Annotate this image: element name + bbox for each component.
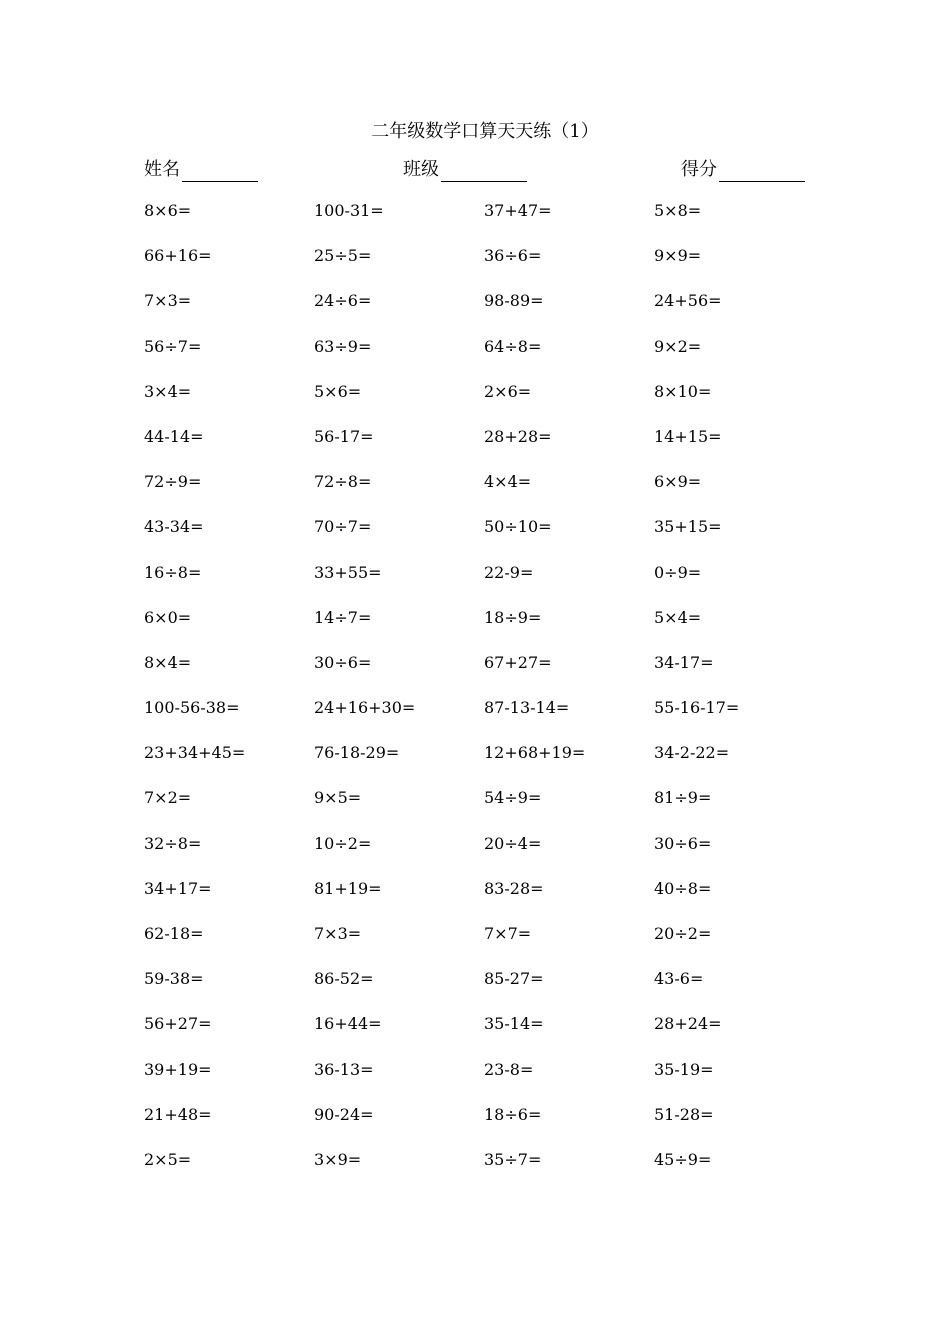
problem-item: 12+68+19= xyxy=(484,743,586,763)
problem-row xyxy=(144,470,844,515)
problem-item: 9×2= xyxy=(654,336,702,356)
problem-item: 2×5= xyxy=(144,1149,192,1169)
problem-item: 5×8= xyxy=(654,201,702,220)
problem-item: 55-16-17= xyxy=(654,698,740,718)
problem-item: 54÷9= xyxy=(484,788,542,808)
problem-item: 98-89= xyxy=(484,291,544,311)
problem-item: 66+16= xyxy=(144,246,212,266)
problem-item: 14÷7= xyxy=(314,607,372,627)
class-field xyxy=(403,158,527,182)
score-field xyxy=(681,158,805,182)
problem-item: 6×9= xyxy=(654,472,702,492)
problem-item: 34+17= xyxy=(144,878,212,898)
problem-row xyxy=(144,877,844,922)
problem-item: 62-18= xyxy=(144,924,204,943)
problem-row xyxy=(144,786,844,831)
problem-item: 8×10= xyxy=(654,381,712,401)
problem-item: 51-28= xyxy=(654,1104,714,1124)
problem-item: 30÷6= xyxy=(654,833,712,853)
problem-item: 87-13-14= xyxy=(484,698,570,718)
problem-item: 45÷9= xyxy=(654,1149,712,1169)
problem-row xyxy=(144,425,844,470)
problem-item: 39+19= xyxy=(144,1059,212,1079)
problem-item: 5×6= xyxy=(314,381,362,401)
problem-item: 20÷4= xyxy=(484,833,542,853)
problem-item: 24+16+30= xyxy=(314,698,416,718)
problem-item: 2×6= xyxy=(484,381,532,401)
problem-item: 28+24= xyxy=(654,1014,722,1034)
problem-row xyxy=(144,1058,844,1103)
problem-item: 9×9= xyxy=(654,246,702,266)
problem-item: 4×4= xyxy=(484,472,532,492)
problem-row xyxy=(144,832,844,877)
problem-item: 86-52= xyxy=(314,969,374,989)
problem-item: 90-24= xyxy=(314,1104,374,1124)
problem-item: 67+27= xyxy=(484,652,552,672)
problem-row xyxy=(144,651,844,696)
problem-item: 32÷8= xyxy=(144,833,202,853)
problem-grid xyxy=(144,199,844,1193)
problem-item: 34-17= xyxy=(654,652,714,672)
problem-item: 81÷9= xyxy=(654,788,712,808)
problem-item: 20÷2= xyxy=(654,924,712,943)
problem-item: 56÷7= xyxy=(144,336,202,356)
problem-item: 16÷8= xyxy=(144,562,202,582)
problem-item: 72÷8= xyxy=(314,472,372,492)
problem-row xyxy=(144,380,844,425)
problem-item: 83-28= xyxy=(484,878,544,898)
problem-item: 18÷6= xyxy=(484,1104,542,1124)
problem-item: 37+47= xyxy=(484,201,552,220)
problem-item: 43-34= xyxy=(144,517,204,537)
problem-row xyxy=(144,1012,844,1057)
worksheet-title: 二年级数学口算天天练（1） xyxy=(371,121,599,142)
problem-item: 9×5= xyxy=(314,788,362,808)
problem-item: 7×2= xyxy=(144,788,192,808)
score-label: 得分 xyxy=(681,159,717,180)
problem-item: 30÷6= xyxy=(314,652,372,672)
problem-item: 100-56-38= xyxy=(144,698,240,718)
problem-row xyxy=(144,199,844,244)
problem-item: 63÷9= xyxy=(314,336,372,356)
problem-row xyxy=(144,606,844,651)
problem-item: 81+19= xyxy=(314,878,382,898)
problem-item: 6×0= xyxy=(144,607,192,627)
problem-item: 33+55= xyxy=(314,562,382,582)
problem-item: 25÷5= xyxy=(314,246,372,266)
problem-item: 43-6= xyxy=(654,969,704,989)
problem-row xyxy=(144,515,844,560)
problem-row xyxy=(144,289,844,334)
problem-row xyxy=(144,741,844,786)
problem-item: 59-38= xyxy=(144,969,204,989)
score-blank-line[interactable] xyxy=(719,161,805,182)
problem-row xyxy=(144,967,844,1012)
problem-row xyxy=(144,922,844,967)
problem-row xyxy=(144,1148,844,1193)
problem-item: 72÷9= xyxy=(144,472,202,492)
problem-item: 35+15= xyxy=(654,517,722,537)
problem-item: 28+28= xyxy=(484,426,552,446)
problem-item: 18÷9= xyxy=(484,607,542,627)
problem-item: 8×6= xyxy=(144,201,192,220)
problem-item: 85-27= xyxy=(484,969,544,989)
name-label: 姓名 xyxy=(144,159,180,180)
problem-item: 56+27= xyxy=(144,1014,212,1034)
problem-item: 21+48= xyxy=(144,1104,212,1124)
student-info-row xyxy=(0,158,950,186)
problem-item: 76-18-29= xyxy=(314,743,400,763)
problem-item: 0÷9= xyxy=(654,562,702,582)
problem-item: 23+34+45= xyxy=(144,743,246,763)
problem-item: 24÷6= xyxy=(314,291,372,311)
problem-item: 3×4= xyxy=(144,381,192,401)
class-label: 班级 xyxy=(403,159,439,180)
problem-item: 56-17= xyxy=(314,426,374,446)
name-blank-line[interactable] xyxy=(182,161,258,182)
problem-item: 70÷7= xyxy=(314,517,372,537)
problem-item: 50÷10= xyxy=(484,517,552,537)
problem-item: 5×4= xyxy=(654,607,702,627)
problem-item: 35-19= xyxy=(654,1059,714,1079)
problem-item: 100-31= xyxy=(314,201,384,220)
problem-item: 64÷8= xyxy=(484,336,542,356)
problem-item: 3×9= xyxy=(314,1149,362,1169)
problem-row xyxy=(144,244,844,289)
problem-item: 14+15= xyxy=(654,426,722,446)
problem-item: 44-14= xyxy=(144,426,204,446)
problem-item: 36÷6= xyxy=(484,246,542,266)
problem-row xyxy=(144,1103,844,1148)
problem-row xyxy=(144,561,844,606)
problem-item: 8×4= xyxy=(144,652,192,672)
problem-item: 7×7= xyxy=(484,924,532,943)
problem-row xyxy=(144,335,844,380)
problem-item: 7×3= xyxy=(144,291,192,311)
problem-item: 40÷8= xyxy=(654,878,712,898)
problem-item: 16+44= xyxy=(314,1014,382,1034)
problem-item: 35-14= xyxy=(484,1014,544,1034)
class-blank-line[interactable] xyxy=(441,161,527,182)
name-field xyxy=(144,158,258,182)
problem-item: 24+56= xyxy=(654,291,722,311)
problem-item: 22-9= xyxy=(484,562,534,582)
problem-item: 10÷2= xyxy=(314,833,372,853)
problem-row xyxy=(144,696,844,741)
problem-item: 7×3= xyxy=(314,924,362,943)
problem-item: 23-8= xyxy=(484,1059,534,1079)
problem-item: 36-13= xyxy=(314,1059,374,1079)
problem-item: 35÷7= xyxy=(484,1149,542,1169)
problem-item: 34-2-22= xyxy=(654,743,730,763)
